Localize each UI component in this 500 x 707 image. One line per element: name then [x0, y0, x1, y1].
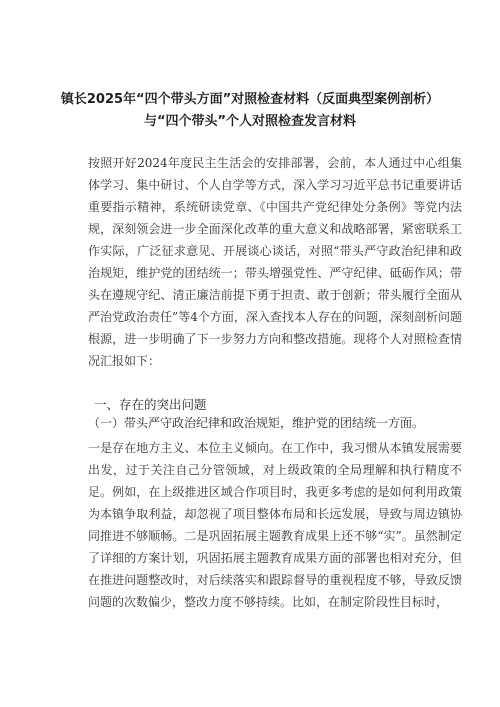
body-paragraph: 一是存在地方主义、本位主义倾向。在工作中，我习惯从本镇发展需要出发，过于关注自己分管领域，对上级政策的全局理解和执行精度不足。例如，在上级推进区域合作项目时，我更多考虑的是如何利用政策为本镇争取利益，却忽视了项目整体布局和长远发展，导致与周边镇协同推进不够顺畅。二是巩固拓展主题教育成果上还不够“实”。虽然制定了详细的方案计划，巩固拓展主题教育成果方面的部署也相对充分，但在推进问题整改时，对后续落实和跟踪督导的重视程度不够，导致反馈问题的次数偏少，整改力度不够持续。比如，在制定阶段性目标时， [88, 441, 462, 609]
subsection-heading: （一）带头严守政治纪律和政治规矩，维护党的团结统一方面。 [88, 416, 425, 430]
intro-paragraph: 按照开好2024年度民主生活会的安排部署，会前，本人通过中心组集体学习、集中研讨、个人自学等方式，深入学习习近平总书记重要讲话重要指示精神，系统研读党章、《中国共产党纪律处分条例》等党内法规，深刻领会进一步全面深化改革的重大意义和战略部署，紧密联系工作实际，广泛征求意见、开展谈心谈话，对照“带头严守政治纪律和政治规矩，维护党的团结统一；带头增强党性、严守纪律、砥砺作风；带头在遵规守纪、清正廉洁前提下勇于担责、敢于创新；带头履行全面从严治党政治责任”等4个方面，深入查找本人存在的问题，深刻剖析问题根源，进一步明确了下一步努力方向和整改措施。现将个人对照检查情况汇报如下： [88, 156, 462, 368]
document-title-line-2: 与“四个带头”个人对照检查发言材料 [143, 114, 357, 129]
section-heading: 一、存在的突出问题 [94, 397, 207, 412]
document-title-line-1: 镇长2025年“四个带头方面”对照检查材料（反面典型案例剖析） [60, 92, 440, 107]
